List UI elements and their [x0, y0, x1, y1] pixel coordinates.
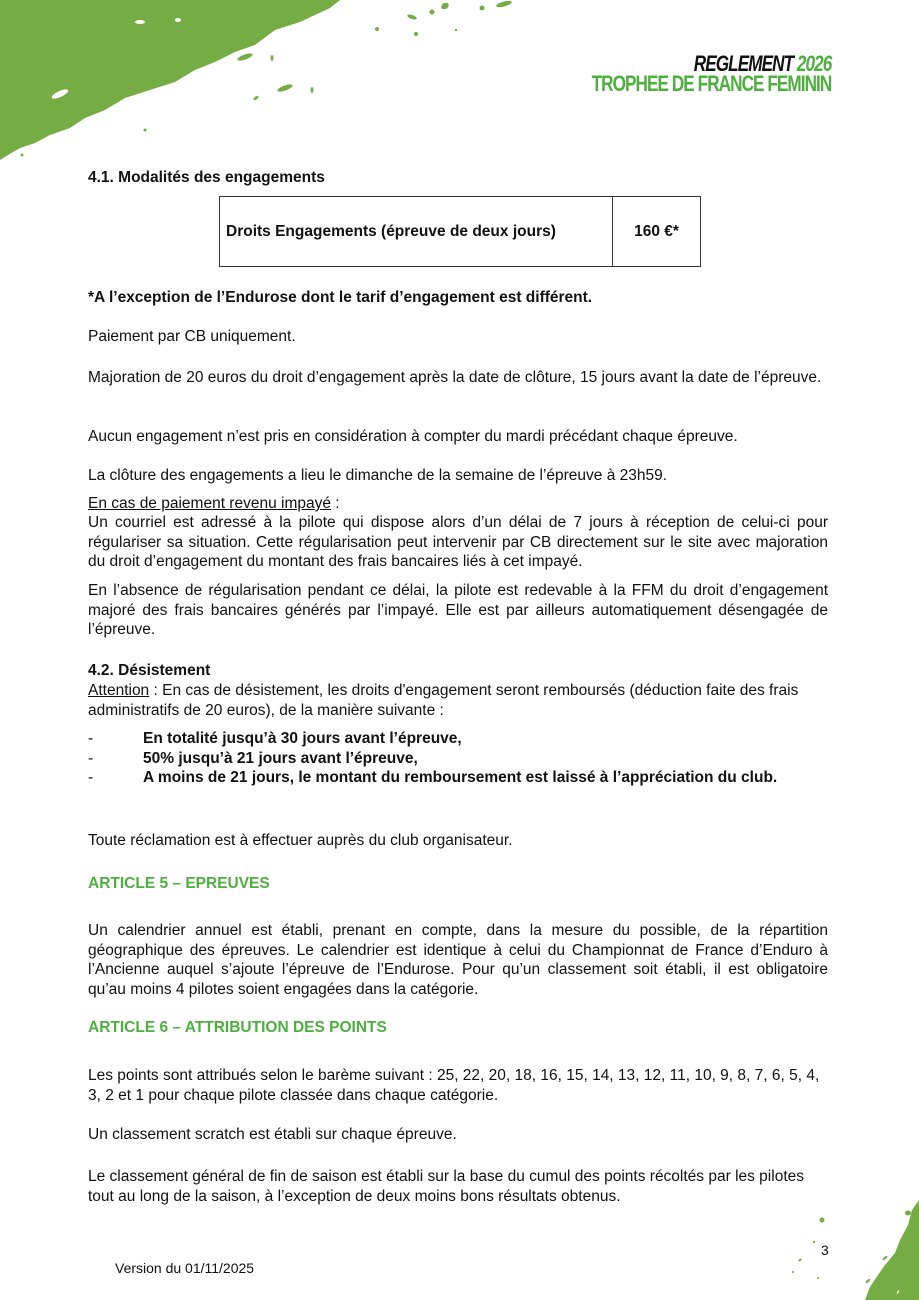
list-item: - 50% jusqu’à 21 jours avant l’épreuve, [88, 749, 828, 769]
list-item: - En totalité jusqu’à 30 jours avant l’épreuve, [88, 729, 828, 749]
refund-conditions-list [88, 729, 828, 788]
document-header-title [591, 51, 831, 96]
article-5-text: Un calendrier annuel est établi, prenant en compte, dans la mesure du possible, de la répartition géographique des épreuves. Le calendrier est identique à celui du Championnat de France d’Enduro à l’Ancienne auquel s’ajoute l’épreuve de l’Endurose. Pour qu’un classement soit établi, il est obligatoire qu’au moins 4 pilotes soient engagées dans la catégorie. [88, 922, 828, 998]
brush-speckles-decoration [790, 1210, 850, 1290]
claims-text: Toute réclamation est à effectuer auprès du club organisateur. [88, 832, 513, 849]
fee-footnote: *A l’exception de l’Endurose dont le tarif d’engagement est différent. [88, 289, 593, 306]
unpaid-payment-label: En cas de paiement revenu impayé [88, 495, 331, 512]
version-date: Version du 01/11/2025 [115, 1260, 255, 1276]
unpaid-payment-label-line [88, 494, 828, 514]
section-4-2-heading: 4.2. Désistement [88, 662, 211, 679]
article-5-heading: ARTICLE 5 – EPREUVES [88, 875, 270, 892]
fee-label-cell: Droits Engagements (épreuve de deux jours) [220, 197, 613, 267]
year-label: 2026 [796, 51, 831, 76]
payment-method-text: Paiement par CB uniquement. [88, 328, 296, 345]
registration-closing-text: La clôture des engagements a lieu le dimanche de la semaine de l’épreuve à 23h59. [88, 467, 668, 484]
brush-stroke-top-left-decoration [0, 0, 530, 170]
regulation-label: REGLEMENT [693, 51, 793, 76]
attention-body: : En cas de désistement, les droits d'engagement seront remboursés (déduction faite des frais administratifs de 20 euros), de la manière suivante : [88, 682, 799, 719]
registration-cutoff-text: Aucun engagement n’est pris en considération à compter du mardi précédant chaque épreuve. [88, 428, 738, 445]
section-4-1-heading: 4.1. Modalités des engagements [88, 169, 325, 186]
brush-stroke-bottom-right-decoration [840, 1195, 919, 1300]
table-row [220, 197, 701, 267]
article-6-heading: ARTICLE 6 – ATTRIBUTION DES POINTS [88, 1019, 387, 1036]
unpaid-payment-text: Un courriel est adressé à la pilote qui dispose alors d’un délai de 7 jours à réception de celui-ci pour régulariser sa situation. Cette régularisation peut intervenir par CB directement sur le site avec majoration du droit d’engagement du montant des frais bancaires liés à cet impayé. [88, 514, 828, 570]
scratch-ranking-text: Un classement scratch est établi sur chaque épreuve. [88, 1126, 457, 1143]
page-number: 3 [821, 1242, 829, 1258]
withdrawal-attention-text [88, 681, 828, 720]
entry-fee-table [219, 196, 701, 267]
list-item: - A moins de 21 jours, le montant du remboursement est laissé à l’appréciation du club. [88, 768, 828, 788]
unpaid-consequence-text: En l’absence de régularisation pendant ce délai, la pilote est redevable à la FFM du droit d’engagement majoré des frais bancaires générés par l’impayé. Elle est par ailleurs automatiquement désengagée de l’épreuve. [88, 582, 828, 638]
attention-label: Attention [88, 682, 150, 699]
late-fee-text: Majoration de 20 euros du droit d’engagement après la date de clôture, 15 jours avant la date de l’épreuve. [88, 369, 822, 386]
points-scale-text: Les points sont attribués selon le barème suivant : 25, 22, 20, 18, 16, 15, 14, 13, 12, 11, 10, 9, 8, 7, 6, 5, 4, 3, 2 et 1 pour chaque pilote classée dans chaque catégorie. [88, 1067, 820, 1104]
trophy-name: TROPHEE DE FRANCE FEMININ [591, 71, 831, 96]
label-colon: : [330, 495, 340, 512]
season-ranking-text: Le classement général de fin de saison est établi sur la base du cumul des points récoltés par les pilotes tout au long de la saison, à l’exception de deux moins bons résultats obtenus. [88, 1168, 804, 1205]
fee-value-cell: 160 €* [613, 197, 701, 267]
